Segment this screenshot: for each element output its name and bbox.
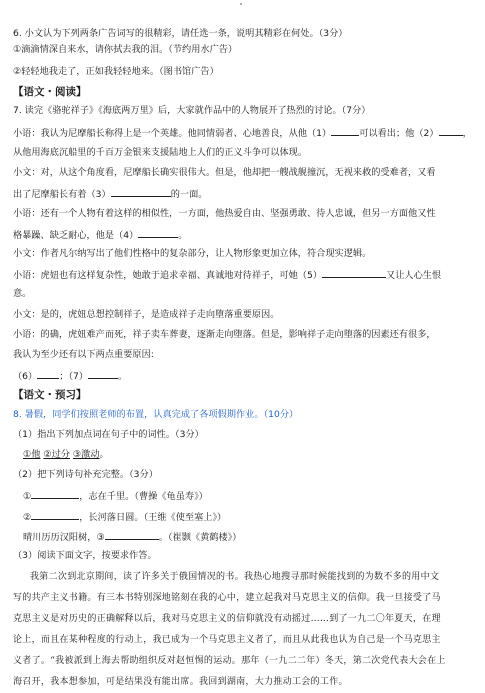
q8-text: ② (23, 512, 32, 523)
q8-part-1: （1）指出下列加点词在句子中的词性。（3分） (13, 429, 204, 440)
q8-text: 。 (99, 449, 109, 460)
q7-line-5 (13, 187, 475, 201)
q7-line-12: 小语：的确，虎妞难产而死，祥子卖车葬妻，逐渐走向堕落。但是，影响祥子走向堕落的因素还有很多， (13, 329, 436, 340)
q7-line-8: 小文：作者凡尔纳写出了他们性格中的复杂部分，让人物形象更加立体，符合现实逻辑。 (13, 248, 372, 259)
q7-text: ；（7） (59, 371, 89, 382)
passage-line-5: 义者了。“我被派到上海去帮助组织反对赵恒惕的运动。那年（一九二二年）冬天，第二次党代表大会在上 (13, 656, 446, 666)
answer-blank-6[interactable] (37, 369, 59, 379)
word-2: ②过分 (43, 449, 70, 460)
q7-line-11: 小文：是的，虎妞总想控制祥子，是造成祥子走向堕落重要原因。 (13, 309, 280, 320)
q8-text: ，志在千里。（曹操《龟虽寿》） (79, 491, 208, 502)
q8-text: ，长河落日圆。（王维《使至塞上》） (79, 512, 227, 523)
passage-line-3: 克思主义是对历史的正确解释以后，我对马克思主义的信仰就没有动摇过……到了一九二〇年夏天，在理 (13, 614, 441, 624)
q6-stem: 6. 小文认为下列两条广告词写的很精彩，请任选一条，说明其精彩在何处。（3分） (13, 28, 348, 39)
q7-line-6: 小语：还有一个人物有着这样的相似性，一方面，他热爱自由、坚强勇敢、待人忠诚，但另一方面他又性 (13, 208, 436, 219)
q8-stem: 8. 暑假，同学们按照老师的布置，认真完成了各项假期作业。（10分） (13, 409, 299, 420)
passage-line-6: 海召开，我本想参加，可是结果没有能出席。我回到湖南，大力推动工会的工作。 (13, 677, 348, 687)
word-1: ①他 (23, 449, 41, 460)
q7-line-3: 从他用海底沉船里的千百万金银来支援陆地上人们的正义斗争可以体现。 (13, 147, 307, 158)
q7-text: 小语：我认为尼摩船长称得上是一个英雄。他同情弱者、心地善良，从他（1） (13, 128, 332, 139)
passage-line-4: 论上，而且在某种程度的行动上，我已成为一个马克思主义者了，而且从此我也认为自己是一个马克思主 (13, 635, 441, 645)
passage-line-2: 写的共产主义书籍。有三本书特别深地铭刻在我的心中，建立起我对马克思主义的信仰。我一旦接受了马 (13, 593, 441, 603)
q7-line-2 (13, 126, 475, 140)
answer-blank-7[interactable] (88, 369, 118, 379)
q7-line-7 (13, 228, 475, 242)
poem-line-1 (23, 489, 475, 503)
scan-mark (240, 3, 242, 5)
q7-text: 出了尼摩船长有着（3） (13, 189, 111, 200)
q7-line-4: 小文：对，从这个角度看，尼摩船长确实很伟大。但是，他却把一艘战舰撞沉，无视来救的受难者，又看 (13, 167, 436, 178)
q8-text: 晴川历历汉阳树，③ (23, 532, 105, 543)
passage-line-1: 我第二次到北京期间，读了许多关于俄国情况的书。我热心地搜寻那时候能找到的为数不多的用中文 (30, 572, 440, 582)
word-3: ③激动 (72, 449, 100, 460)
q8-part-3: （3）阅读下面文字，按要求作答。 (13, 550, 157, 561)
q8-part-2: （2）把下列诗句补充完整。（3分） (13, 469, 158, 480)
section-preview-heading: 【语文・预习】 (13, 389, 87, 401)
section-reading-heading: 【语文・阅读】 (13, 86, 87, 98)
q7-line-10: 意。 (13, 288, 32, 299)
answer-blank-4[interactable] (138, 228, 178, 238)
q8-text: ① (23, 491, 32, 502)
poem-blank-2[interactable] (31, 510, 79, 520)
answer-blank-3[interactable] (111, 187, 171, 197)
q7-text: （6） (13, 371, 38, 382)
q7-text: 。 (118, 371, 128, 382)
q7-text: 格暴躁、缺乏耐心，他是（4） (13, 230, 139, 241)
q8-words-line (23, 449, 475, 461)
q7-line-14 (13, 369, 475, 383)
answer-blank-2[interactable] (439, 126, 463, 136)
poem-line-3 (23, 530, 475, 544)
q7-stem: 7. 读完《骆驼祥子》《海底两万里》后，大家就作品中的人物展开了热烈的讨论。（7分） (13, 105, 371, 116)
q7-line-9 (13, 268, 475, 282)
q7-text: 的一面。 (170, 189, 208, 200)
answer-blank-1[interactable] (331, 126, 359, 136)
q8-text: 。（崔颢《黄鹤楼》） (158, 532, 242, 543)
q6-option-2: ②轻轻地我走了，正如我轻轻地来。（图书馆广告） (13, 66, 219, 77)
answer-blank-5[interactable] (322, 268, 386, 278)
q7-text: 小语：虎妞也有这样复杂性，她敢于追求幸福、真诚地对待祥子，可她（5） (13, 270, 323, 281)
poem-line-2 (23, 510, 475, 524)
poem-blank-3[interactable] (105, 530, 159, 540)
q7-text: 。 (178, 230, 188, 241)
poem-blank-1[interactable] (31, 489, 79, 499)
q7-text: 可以看出；他（2） (359, 128, 439, 139)
q7-line-13: 我认为至少还有以下两点重要原因: (13, 349, 154, 360)
q6-option-1: ①滴滴情深自来水，请你拭去我的泪。（节约用水广告） (13, 44, 238, 55)
q7-text: ， (462, 128, 472, 139)
q7-text: 又让人心生恨 (386, 270, 442, 281)
